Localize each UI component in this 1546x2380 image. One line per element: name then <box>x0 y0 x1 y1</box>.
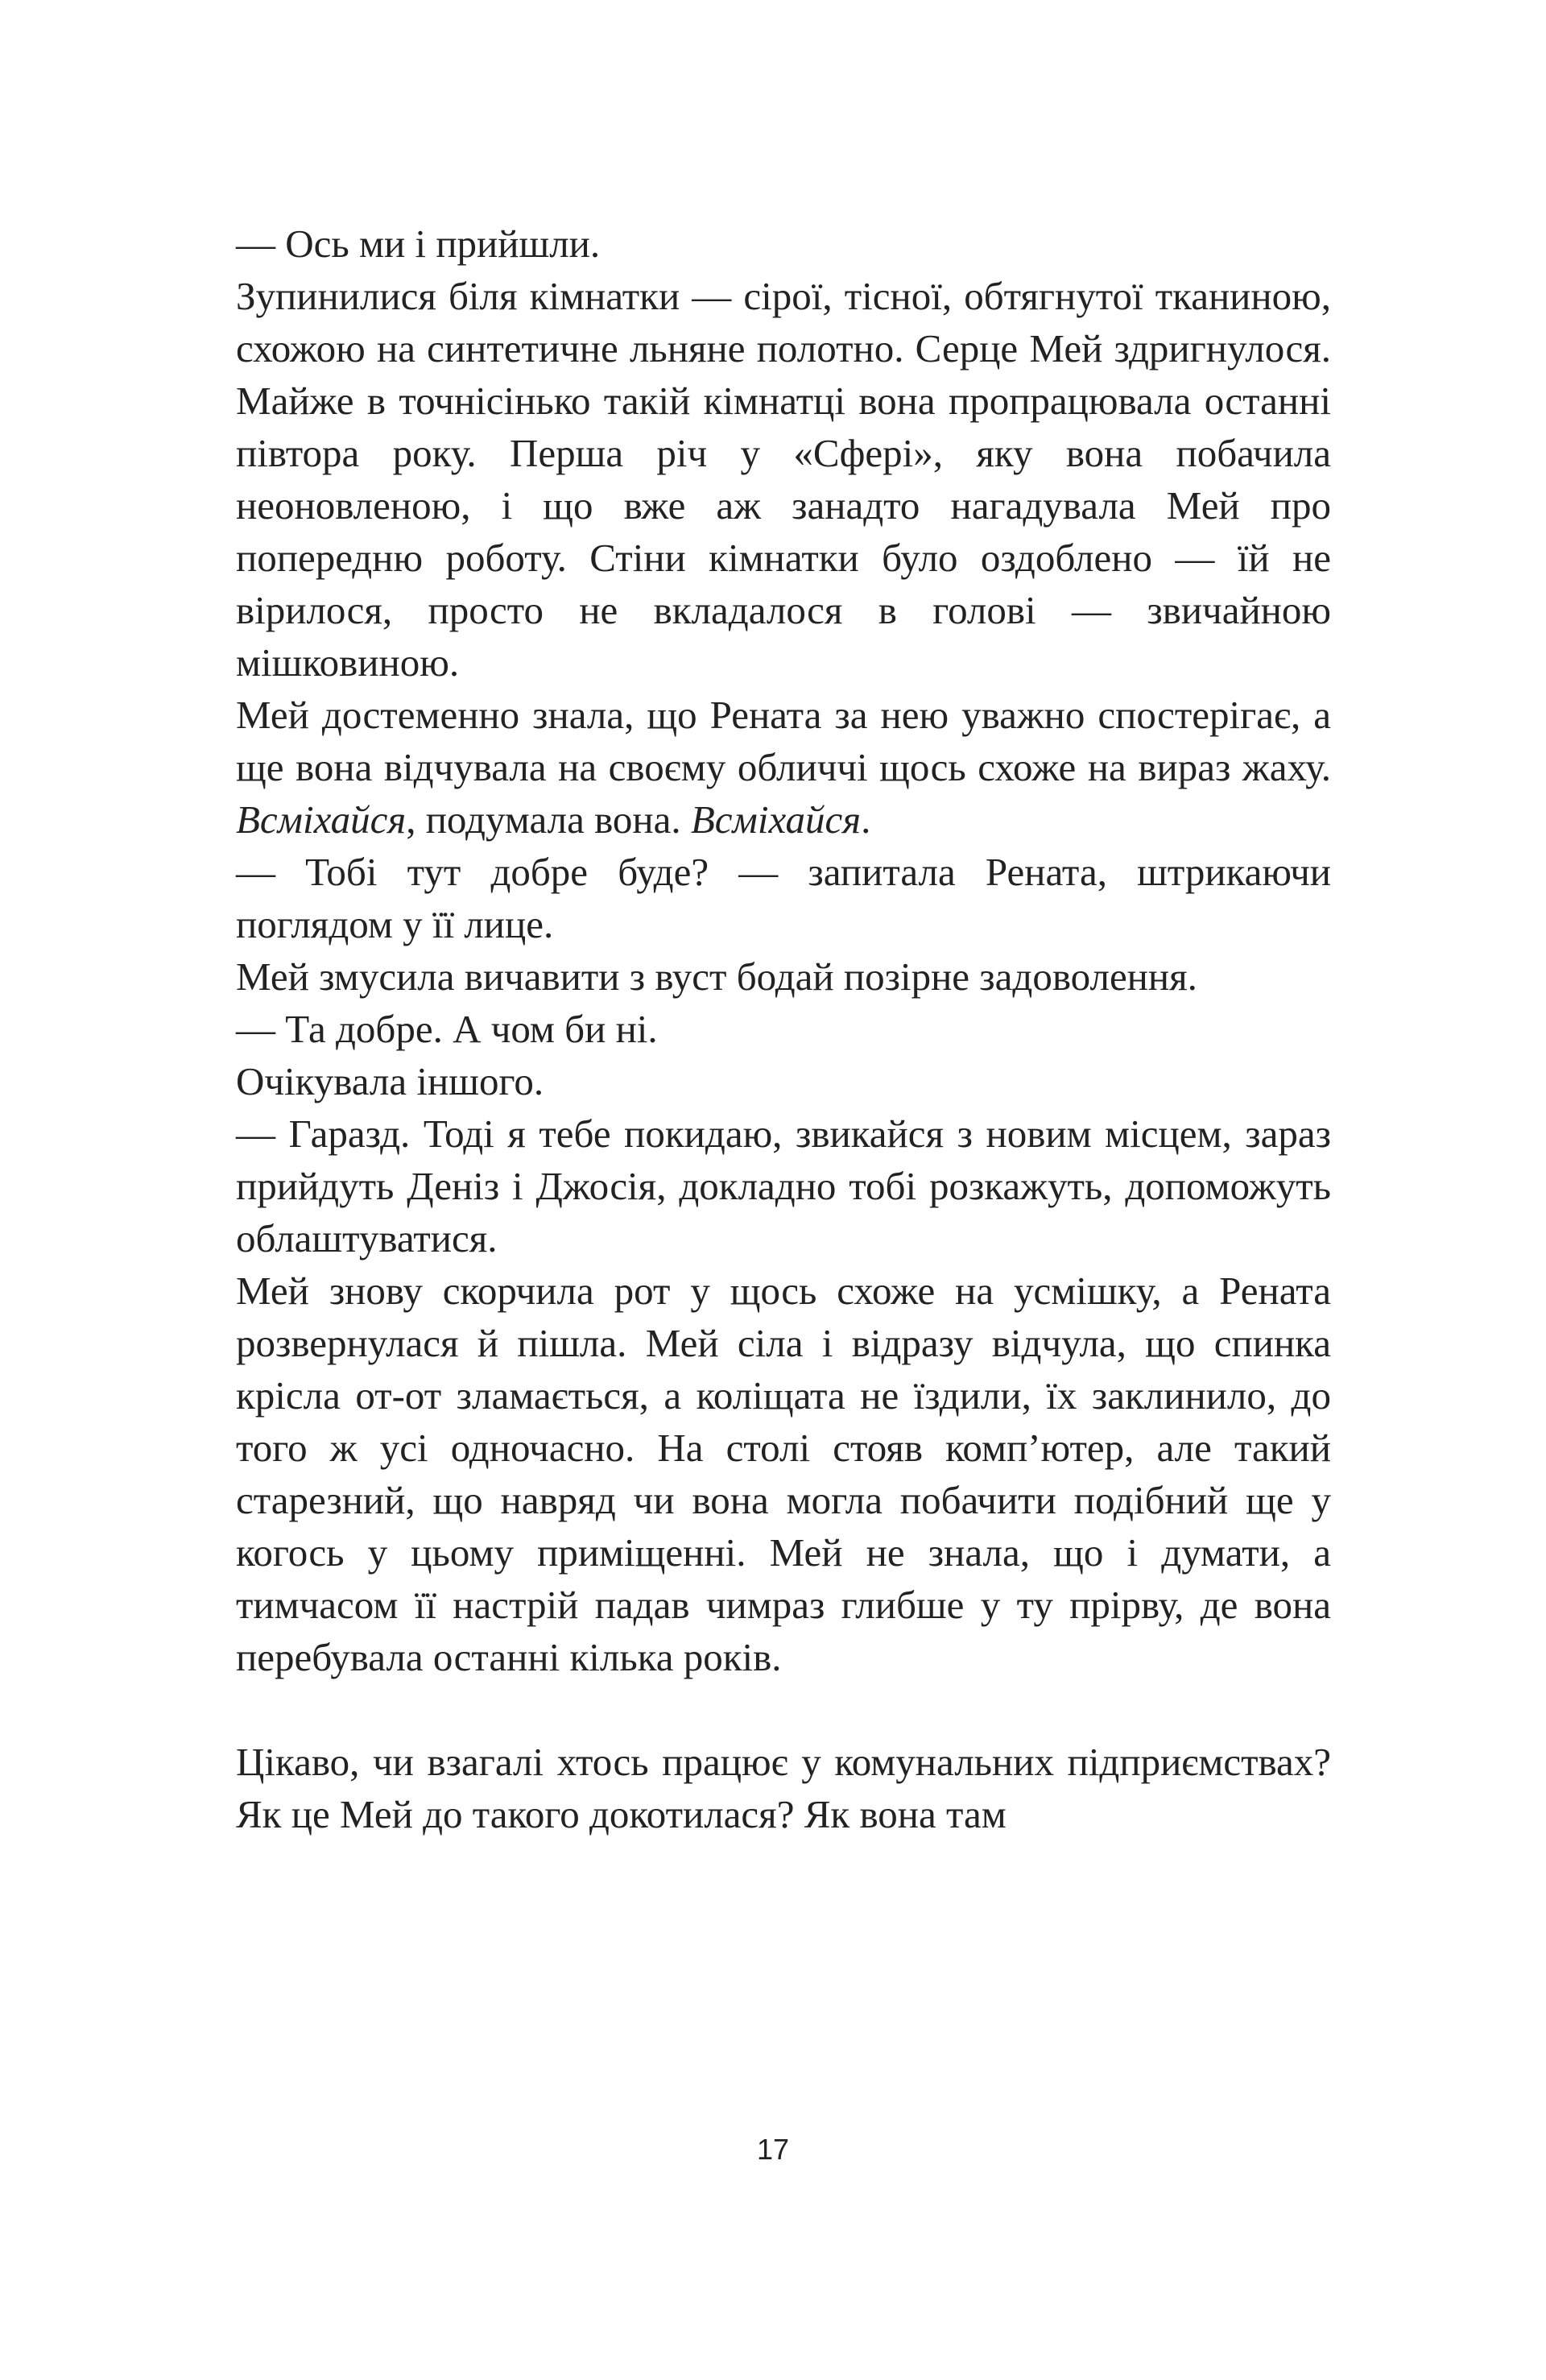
paragraph-7: Очікувала іншого. <box>236 1059 544 1103</box>
paragraph-3 <box>236 689 1331 846</box>
paragraph-3-text-middle: , подумала вона. <box>406 797 691 842</box>
paragraph-10: Цікаво, чи взагалі хтось працює у комунальних підприємствах? Як це Мей до такого докотилася? Як вона там <box>236 1740 1331 1836</box>
paragraph-2: Зупинилися біля кімнатки — сірої, тісної, обтягнутої тканиною, схожою на синтетичне льняне полотно. Серце Мей здригнулося. Майже в точнісінько такій кімнатці вона пропрацювала останні півтора року. Перша річ у «Сфері», яку вона побачила неоновленою, і що вже аж занадто нагадувала Мей про попередню роботу. Стіни кімнатки було оздоблено — їй не вірилося, просто не вкладалося в голові — звичайною мішковиною. <box>236 274 1331 685</box>
paragraph-3-italic-2: Всміхайся <box>690 797 862 842</box>
paragraph-9: Мей знову скорчила рот у щось схоже на усмішку, а Рената розвернулася й пішла. Мей сіла і відразу відчула, що спинка крісла от-от зламається, а коліщата не їздили, їх заклинило, до того ж усі одночасно. На столі стояв комп’ютер, але такий старезний, що навряд чи вона могла побачити подібний ще у когось у цьому приміщенні. Мей не знала, що і думати, а тимчасом її настрій падав чимраз глибше у ту прірву, де вона перебувала останні кілька років. <box>236 1269 1331 1679</box>
paragraph-4: — Тобі тут добре буде? — запитала Рената, штрикаючи поглядом у її лице. <box>236 850 1331 946</box>
paragraph-1: — Ось ми і прийшли. <box>236 221 601 266</box>
paragraph-6: — Та добре. А чом би ні. <box>236 1007 658 1051</box>
body-text <box>236 217 1331 1840</box>
paragraph-3-text-after: . <box>861 797 871 842</box>
page-number: 17 <box>756 2133 790 2166</box>
paragraph-8: — Гаразд. Тоді я тебе покидаю, звикайся з новим місцем, зараз прийдуть Деніз і Джосія, докладно тобі розкажуть, допоможуть облаштуватися. <box>236 1111 1331 1260</box>
paragraph-3-text-before: Мей достеменно знала, що Рената за нею уважно спостерігає, а ще вона відчувала на своєму обличчі щось схоже на вираз жаху. <box>236 693 1331 789</box>
paragraph-5: Мей змусила вичавити з вуст бодай позірне задоволення. <box>236 954 1197 999</box>
paragraph-3-italic-1: Всміхайся <box>236 797 407 842</box>
